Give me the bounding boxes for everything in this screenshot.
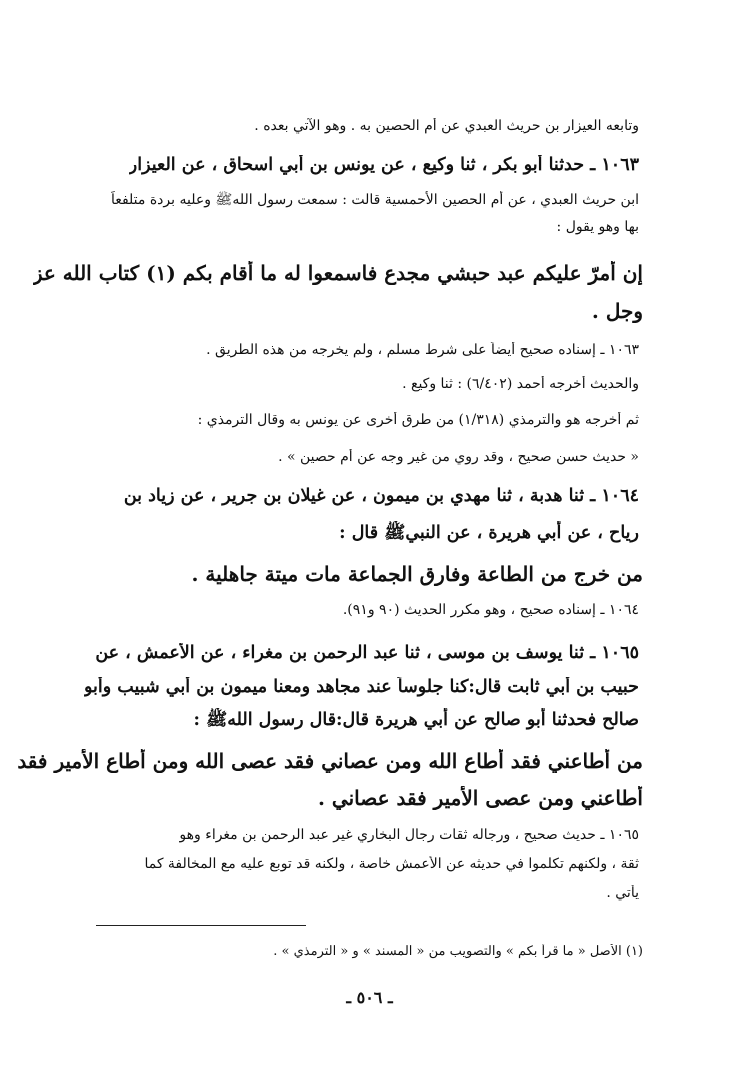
body-line-4: بها وهو يقول : xyxy=(556,219,639,235)
footnote: (١) الأصل « ما قرأ بكم » والتصويب من « المسند » و « الترمذي » . xyxy=(273,944,643,959)
body-line-2: ١٠٦٣ ـ حدثنا أبو بكر ، ثنا وكيع ، عن يونس بن أبي اسحاق ، عن العيزار xyxy=(128,155,639,175)
page-number: ـ ٥٠٦ ـ xyxy=(346,988,393,1007)
body-line-8: والحديث أخرجه أحمد (٦/٤٠٢) : ثنا وكيع . xyxy=(402,376,639,392)
body-line-15: ١٠٦٥ ـ ثنا يوسف بن موسى ، ثنا عبد الرحمن بن مغراء ، عن الأعمش ، عن xyxy=(95,643,639,663)
body-line-7: ١٠٦٣ ـ إسناده صحيح أيضاً على شرط مسلم ، ولم يخرجه من هذه الطريق . xyxy=(206,342,639,358)
body-line-18: من أطاعني فقد أطاع الله ومن عصاني فقد عصى الله ومن أطاع الأمير فقد xyxy=(17,749,643,773)
body-line-17: صالح فحدثنا أبو صالح عن أبي هريرة قال:قال رسول اللهﷺ : xyxy=(193,710,639,730)
body-line-22: يأتي . xyxy=(606,885,639,901)
body-line-12: رياح ، عن أبي هريرة ، عن النبيﷺ قال : xyxy=(339,523,639,543)
body-line-3: ابن حريث العبدي ، عن أم الحصين الأحمسية قالت : سمعت رسول اللهﷺ وعليه بردة متلفعاً xyxy=(110,192,639,208)
body-line-14: ١٠٦٤ ـ إسناده صحيح ، وهو مكرر الحديث (٩٠ و٩١). xyxy=(342,602,639,618)
body-line-1: وتابعه العيزار بن حريث العبدي عن أم الحصين به . وهو الآتي بعده . xyxy=(254,118,639,134)
body-line-6: وجل . xyxy=(591,299,643,323)
body-line-10: « حديث حسن صحيح ، وقد روي من غير وجه عن أم حصين » . xyxy=(278,449,639,465)
body-line-19: أطاعني ومن عصى الأمير فقد عصاني . xyxy=(317,786,643,810)
body-line-21: ثقة ، ولكنهم تكلموا في حديثه عن الأعمش خاصة ، ولكنه قد توبع عليه مع المخالفة كما xyxy=(144,856,639,872)
body-line-5: إن أمرّ عليكم عبد حبشي مجدع فاسمعوا له ما أقام بكم (١) كتاب الله عز xyxy=(32,261,643,285)
body-line-16: حبيب بن أبي ثابت قال:كنا جلوساً عند مجاهد ومعنا ميمون بن أبي شبيب وأبو xyxy=(83,677,639,697)
body-line-11: ١٠٦٤ ـ ثنا هدبة ، ثنا مهدي بن ميمون ، عن غيلان بن جرير ، عن زياد بن xyxy=(123,486,639,506)
body-line-9: ثم أخرجه هو والترمذي (١/٣١٨) من طرق أخرى عن يونس به وقال الترمذي : xyxy=(197,412,639,428)
body-line-20: ١٠٦٥ ـ حديث صحيح ، ورجاله ثقات رجال البخاري غير عبد الرحمن بن مغراء وهو xyxy=(179,827,639,843)
body-line-13: من خرج من الطاعة وفارق الجماعة مات ميتة جاهلية . xyxy=(191,562,643,586)
footnote-divider xyxy=(96,925,306,926)
